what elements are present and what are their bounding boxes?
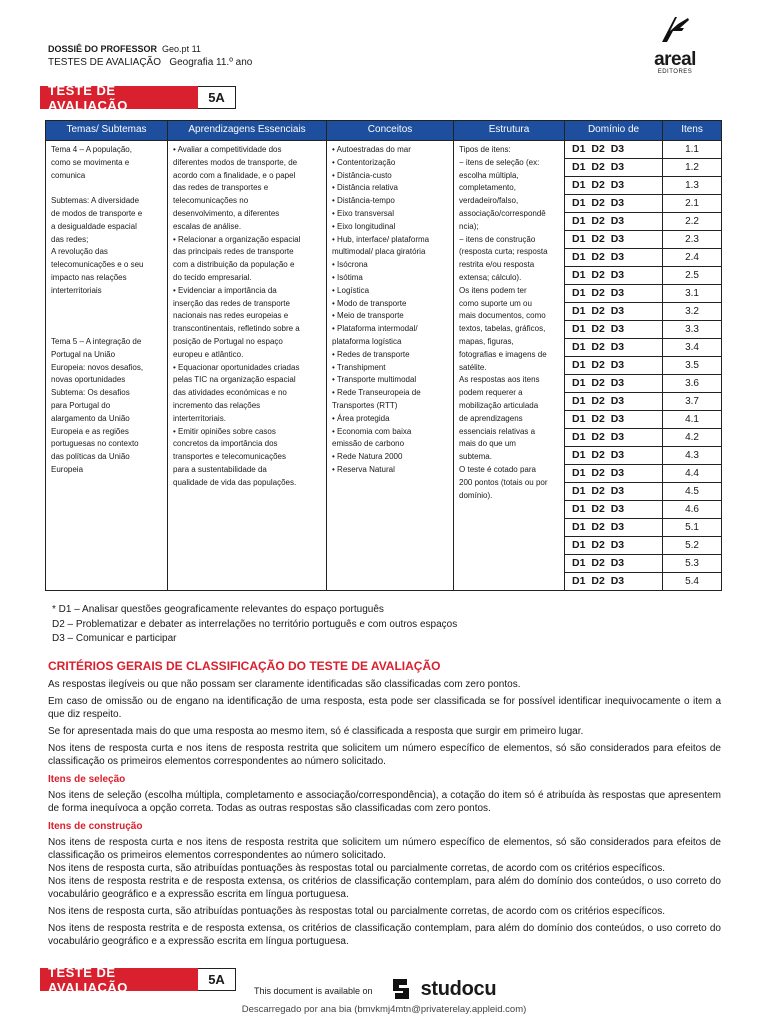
footer-test-title: TESTE DE AVALIAÇÃO	[40, 968, 198, 991]
domain-cell: D1 D2 D3	[565, 519, 663, 537]
domain-cell: D1 D2 D3	[565, 285, 663, 303]
domain-cell: D1 D2 D3	[565, 411, 663, 429]
header-itens: Itens	[663, 121, 722, 141]
item-number-cell: 1.2	[663, 159, 722, 177]
domain-cell: D1 D2 D3	[565, 231, 663, 249]
criteria-paragraph: Nos itens de resposta curta e nos itens de resposta restrita que solicitem um número específico de elementos, só são considerados para efeitos de classificação os primeiros elementos correspondentes ao número solicitado.	[48, 837, 721, 861]
header-dominio: Domínio de	[565, 121, 663, 141]
criteria-paragraph: Nos itens de resposta restrita e de resposta extensa, os critérios de classificação contemplam, para além do domínio dos conteúdos, o uso correto do vocabulário geográfico e a expressão escrita em língua portuguesa.	[48, 876, 721, 900]
item-number-cell: 3.7	[663, 393, 722, 411]
criteria-paragraph: Em caso de omissão ou de engano na identificação de uma resposta, esta pode ser classificada se for possível identificar inequivocamente o item a que diz respeito.	[48, 696, 721, 720]
domain-cell: D1 D2 D3	[565, 447, 663, 465]
download-notice: Descarregado por ana bia (bmvkmj4mtn@privaterelay.appleid.com)	[241, 1004, 527, 1015]
domain-cell: D1 D2 D3	[565, 429, 663, 447]
domains-legend: * D1 – Analisar questões geograficamente relevantes do espaço português D2 – Problematizar e debater as interrelações no território português e com outros espaços D3 – Comunicar e participar	[52, 604, 458, 644]
domain-cell: D1 D2 D3	[565, 339, 663, 357]
criteria-paragraph: Nos itens de seleção (escolha múltipla, completamento e associação/correspondência), a cotação do item só é atribuída às respostas que apresentem de forma inequívoca a opção correta. Todas as outras respostas são classificadas com zero pontos.	[48, 790, 721, 814]
estrutura-cell: Tipos de itens: − itens de seleção (ex: escolha múltipla, completamento, verdadeiro/falso, associação/correspondê ncia); − itens de construção (resposta curta; resposta restrita e/ou resposta extensa; cálculo). Os itens podem ter como suporte um ou mais documentos, como textos, tabelas, gráficos, mapas, figuras, fotografias e imagens de satélite. As respostas aos itens podem requerer a mobilização articulada de aprendizagens essenciais relativas a mais do que um subtema. O teste é cotado para 200 pontos (totais ou por domínio).	[454, 141, 565, 591]
book-name: Geo.pt 11	[162, 44, 201, 54]
item-number-cell: 2.2	[663, 213, 722, 231]
header-temas: Temas/ Subtemas	[46, 121, 168, 141]
subject-grade: Geografia 11.º ano	[169, 57, 253, 68]
criteria-paragraph: As respostas ilegíveis ou que não possam ser claramente identificadas são classificadas com zero pontos.	[48, 679, 521, 690]
header-line-2	[48, 57, 252, 68]
publisher-subtitle: EDITORES	[657, 69, 693, 75]
item-number-cell: 3.2	[663, 303, 722, 321]
domain-cell: D1 D2 D3	[565, 195, 663, 213]
item-number-cell: 4.5	[663, 483, 722, 501]
domain-cell: D1 D2 D3	[565, 249, 663, 267]
header-conceitos: Conceitos	[327, 121, 454, 141]
item-number-cell: 2.3	[663, 231, 722, 249]
domain-cell: D1 D2 D3	[565, 483, 663, 501]
criteria-paragraph: Nos itens de resposta curta e nos itens de resposta restrita que solicitem um número específico de elementos, só são considerados para efeitos de classificação os primeiros elementos correspondentes ao número solicitado.	[48, 743, 721, 767]
dossier-title: DOSSIÊ DO PROFESSOR	[48, 44, 158, 54]
item-number-cell: 2.1	[663, 195, 722, 213]
test-code: 5A	[198, 86, 236, 109]
document-header	[48, 44, 252, 68]
item-number-cell: 2.4	[663, 249, 722, 267]
item-number-cell: 5.3	[663, 555, 722, 573]
domain-cell: D1 D2 D3	[565, 555, 663, 573]
table-row	[46, 141, 722, 159]
studocu-banner[interactable]	[254, 975, 496, 1003]
selection-items-heading: Itens de seleção	[48, 774, 126, 785]
domain-cell: D1 D2 D3	[565, 537, 663, 555]
publisher-mark-icon	[658, 14, 692, 44]
criteria-paragraph: Nos itens de resposta curta, são atribuídas pontuações às respostas total ou parcialmente corretas, de acordo com os critérios específicos.	[48, 863, 665, 874]
construction-items-heading: Itens de construção	[48, 821, 143, 832]
footer-test-tab	[40, 964, 236, 995]
publisher-name: areal	[654, 49, 696, 70]
criteria-paragraph: Nos itens de resposta curta, são atribuídas pontuações às respostas total ou parcialmente corretas, de acordo com os critérios específicos.	[48, 906, 665, 917]
criteria-paragraph: Nos itens de resposta restrita e de resposta extensa, os critérios de classificação contemplam, para além do domínio dos conteúdos, o uso correto do vocabulário geográfico e a expressão escrita em língua portuguesa.	[48, 923, 721, 947]
domain-cell: D1 D2 D3	[565, 267, 663, 285]
item-number-cell: 4.3	[663, 447, 722, 465]
studocu-brand: studocu	[420, 977, 497, 1000]
item-number-cell: 4.2	[663, 429, 722, 447]
item-number-cell: 3.3	[663, 321, 722, 339]
test-matrix-table	[45, 120, 722, 591]
item-number-cell: 3.4	[663, 339, 722, 357]
classification-criteria	[48, 659, 721, 952]
temas-cell: Tema 4 – A população, como se movimenta e comunica Subtemas: A diversidade de modos de transporte e a desigualdade espacial das redes; A revolução das telecomunicações e o seu impacto nas relações interterritoriais Tema 5 – A integração de Portugal na União Europeia: novos desafios, novas oportunidades Subtema: Os desafios para Portugal do alargamento da União Europeia e as regiões portuguesas no contexto das políticas da União Europeia	[46, 141, 168, 591]
item-number-cell: 1.1	[663, 141, 722, 159]
availability-text: This document is available on	[254, 986, 373, 996]
domain-cell: D1 D2 D3	[565, 321, 663, 339]
item-number-cell: 4.6	[663, 501, 722, 519]
table-header-row	[46, 121, 722, 141]
domain-cell: D1 D2 D3	[565, 357, 663, 375]
header-line-1	[48, 44, 252, 55]
studocu-logo-icon	[387, 975, 415, 1003]
domain-cell: D1 D2 D3	[565, 141, 663, 159]
item-number-cell: 3.5	[663, 357, 722, 375]
header-estrutura: Estrutura	[454, 121, 565, 141]
domain-cell: D1 D2 D3	[565, 159, 663, 177]
test-title: TESTE DE AVALIAÇÃO	[40, 86, 198, 109]
domain-cell: D1 D2 D3	[565, 573, 663, 591]
header-aprendizagens: Aprendizagens Essenciais	[168, 121, 327, 141]
aprendizagens-cell: • Avaliar a competitividade dos diferentes modos de transporte, de acordo com a finalidade, e o papel das redes de transportes e telecomunicações no desenvolvimento, a diferentes escalas de análise. • Relacionar a organização espacial das principais redes de transporte com a distribuição da população e do tecido empresarial. • Evidenciar a importância da inserção das redes de transporte nacionais nas redes europeias e transcontinentais, refletindo sobre a posição de Portugal no espaço europeu e atlântico. • Equacionar oportunidades criadas pelas TIC na organização espacial das atividades económicas e no incremento das relações interterritoriais. • Emitir opiniões sobre casos concretos da importância dos transportes e telecomunicações para a sustentabilidade da qualidade de vida das populações.	[168, 141, 327, 591]
domain-cell: D1 D2 D3	[565, 501, 663, 519]
item-number-cell: 3.1	[663, 285, 722, 303]
item-number-cell: 5.2	[663, 537, 722, 555]
domain-cell: D1 D2 D3	[565, 213, 663, 231]
domain-cell: D1 D2 D3	[565, 465, 663, 483]
item-number-cell: 5.4	[663, 573, 722, 591]
item-number-cell: 5.1	[663, 519, 722, 537]
test-title-tab	[40, 82, 236, 113]
domain-cell: D1 D2 D3	[565, 303, 663, 321]
criteria-paragraph: Se for apresentada mais do que uma resposta ao mesmo item, só é classificada a resposta que surgir em primeiro lugar.	[48, 726, 584, 737]
item-number-cell: 4.1	[663, 411, 722, 429]
domain-cell: D1 D2 D3	[565, 393, 663, 411]
publisher-logo	[640, 14, 710, 90]
conceitos-cell: • Autoestradas do mar • Contentorização • Distância-custo • Distância relativa • Distância-tempo • Eixo transversal • Eixo longitudinal • Hub, interface/ plataforma multimodal/ placa giratória • Isócrona • Isótima • Logística • Modo de transporte • Meio de transporte • Plataforma intermodal/ plataforma logística • Redes de transporte • Transhipment • Transporte multimodal • Rede Transeuropeia de Transportes (RTT) • Área protegida • Economia com baixa emissão de carbono • Rede Natura 2000 • Reserva Natural	[327, 141, 454, 591]
item-number-cell: 3.6	[663, 375, 722, 393]
domain-cell: D1 D2 D3	[565, 375, 663, 393]
footer-test-code: 5A	[198, 968, 236, 991]
item-number-cell: 1.3	[663, 177, 722, 195]
domain-cell: D1 D2 D3	[565, 177, 663, 195]
section-name: TESTES DE AVALIAÇÃO	[48, 57, 161, 68]
criteria-title: CRITÉRIOS GERAIS DE CLASSIFICAÇÃO DO TESTE DE AVALIAÇÃO	[48, 659, 441, 673]
item-number-cell: 4.4	[663, 465, 722, 483]
item-number-cell: 2.5	[663, 267, 722, 285]
